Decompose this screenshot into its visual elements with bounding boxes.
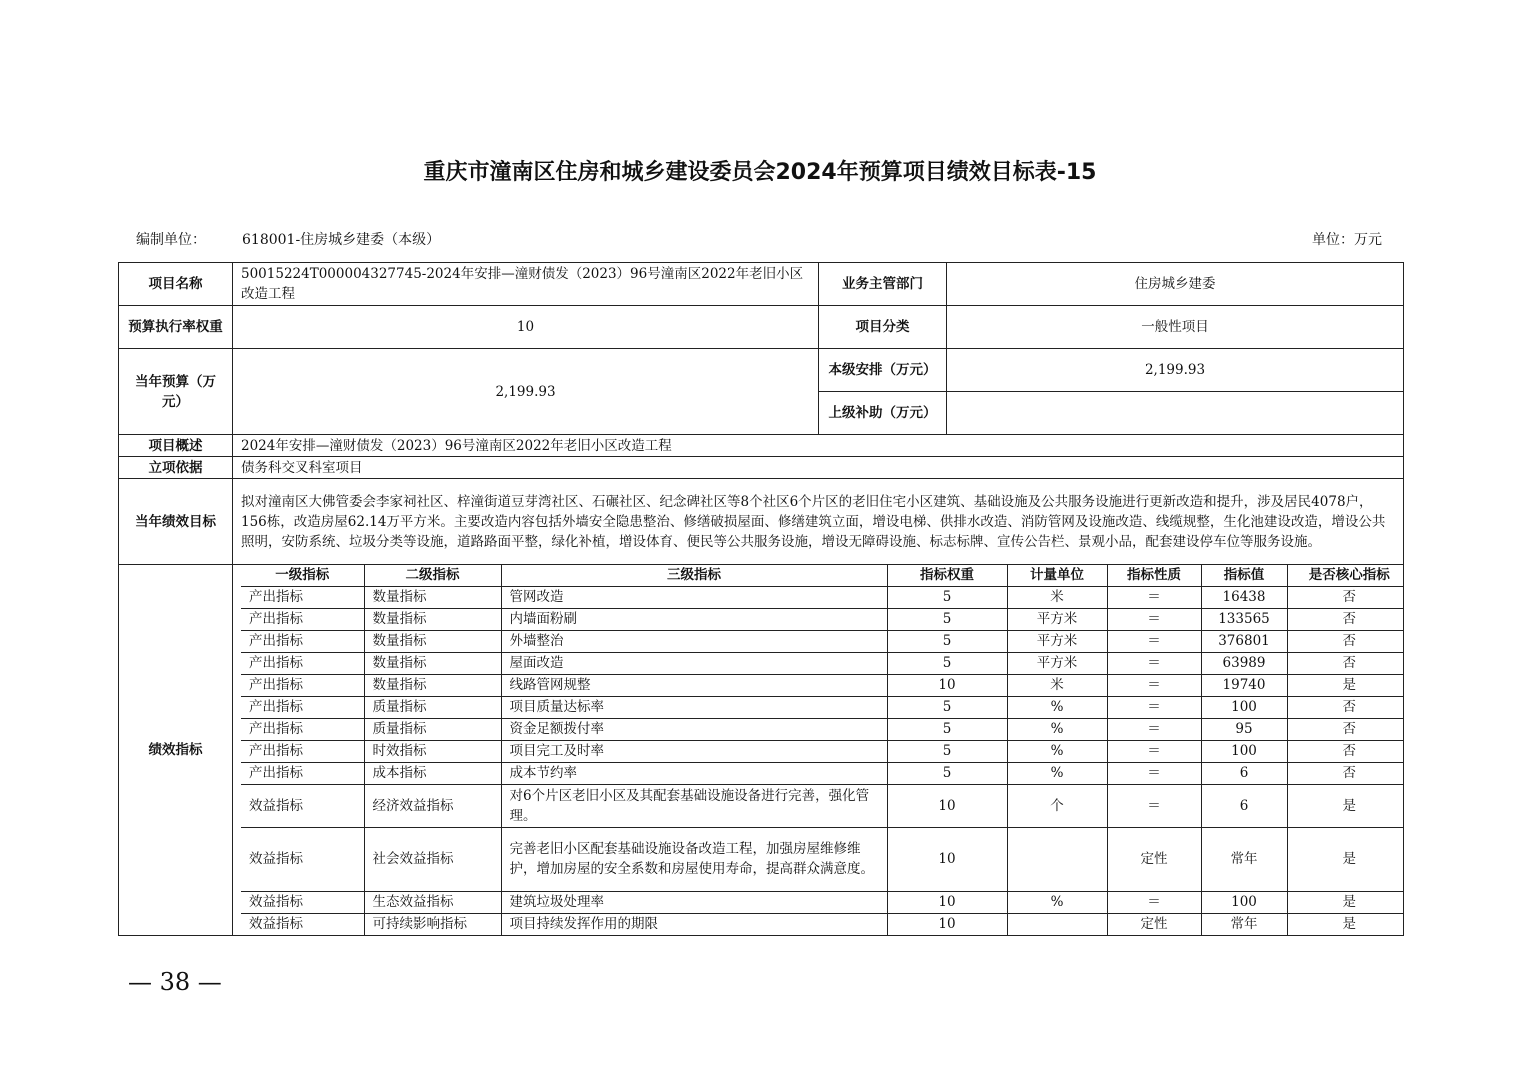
unit-label: 单位：万元	[1312, 232, 1382, 248]
weight-cell: 5	[887, 652, 1007, 674]
weight-cell: 10	[887, 891, 1007, 913]
level1-cell: 产出指标	[241, 630, 364, 652]
indicator-row	[241, 586, 1404, 608]
level1-cell: 产出指标	[241, 674, 364, 696]
core-cell: 是	[1287, 913, 1404, 935]
level2-cell: 时效指标	[364, 740, 501, 762]
level1-cell: 效益指标	[241, 827, 364, 891]
indicator-row	[241, 630, 1404, 652]
core-cell: 是	[1287, 891, 1404, 913]
unit-cell	[1007, 827, 1107, 891]
value-cell: 常年	[1201, 827, 1287, 891]
nature-cell: ＝	[1107, 740, 1201, 762]
unit-cell	[1007, 913, 1107, 935]
nature-cell: ＝	[1107, 891, 1201, 913]
unit-cell: 平方米	[1007, 652, 1107, 674]
unit-cell: %	[1007, 740, 1107, 762]
nature-cell: 定性	[1107, 913, 1201, 935]
indicator-header: 一级指标	[241, 565, 364, 586]
level1-cell: 效益指标	[241, 891, 364, 913]
goal-label: 当年绩效目标	[119, 479, 233, 565]
level3-cell: 建筑垃圾处理率	[501, 891, 887, 913]
project-name-label: 项目名称	[119, 263, 233, 306]
core-cell: 否	[1287, 740, 1404, 762]
unit-cell: %	[1007, 696, 1107, 718]
core-cell: 否	[1287, 586, 1404, 608]
local-value: 2,199.93	[947, 349, 1404, 392]
unit-cell: 平方米	[1007, 630, 1107, 652]
nature-cell: ＝	[1107, 718, 1201, 740]
core-cell: 否	[1287, 608, 1404, 630]
indicator-row	[241, 718, 1404, 740]
indicator-row	[241, 762, 1404, 784]
value-cell: 19740	[1201, 674, 1287, 696]
category-value: 一般性项目	[947, 306, 1404, 349]
goal-value: 拟对潼南区大佛管委会李家祠社区、梓潼街道豆芽湾社区、石碾社区、纪念碑社区等8个社区6个片区的老旧住宅小区建筑、基础设施及公共服务设施进行更新改造和提升，涉及居民4078户，156栋，改造房屋62.14万平方米。主要改造内容包括外墙安全隐患整治、修缮破损屋面、修缮建筑立面，增设电梯、供排水改造、消防管网及设施改造、线缆规整，生化池建设改造，增设公共照明，安防系统、垃圾分类等设施，道路路面平整，绿化补植，增设体育、便民等公共服务设施，增设无障碍设施、标志标牌、宣传公告栏、景观小品，配套建设停车位等服务设施。	[233, 479, 1404, 565]
dept-label: 业务主管部门	[819, 263, 947, 306]
perf-label: 绩效指标	[119, 565, 233, 936]
weight-cell: 10	[887, 913, 1007, 935]
level1-cell: 产出指标	[241, 718, 364, 740]
indicator-row	[241, 784, 1404, 827]
nature-cell: ＝	[1107, 630, 1201, 652]
weight-cell: 5	[887, 762, 1007, 784]
unit-cell: 米	[1007, 674, 1107, 696]
indicator-header: 指标权重	[887, 565, 1007, 586]
core-cell: 否	[1287, 762, 1404, 784]
level3-cell: 项目完工及时率	[501, 740, 887, 762]
level2-cell: 数量指标	[364, 630, 501, 652]
basis-label: 立项依据	[119, 457, 233, 479]
level2-cell: 社会效益指标	[364, 827, 501, 891]
indicator-row	[241, 913, 1404, 935]
indicator-header: 三级指标	[501, 565, 887, 586]
level1-cell: 产出指标	[241, 740, 364, 762]
value-cell: 常年	[1201, 913, 1287, 935]
indicator-row	[241, 608, 1404, 630]
indicator-header: 指标性质	[1107, 565, 1201, 586]
value-cell: 100	[1201, 891, 1287, 913]
weight-cell: 10	[887, 827, 1007, 891]
level3-cell: 线路管网规整	[501, 674, 887, 696]
level2-cell: 可持续影响指标	[364, 913, 501, 935]
performance-table	[118, 262, 1404, 936]
indicator-header: 指标值	[1201, 565, 1287, 586]
level2-cell: 生态效益指标	[364, 891, 501, 913]
upper-label: 上级补助（万元）	[819, 392, 947, 435]
nature-cell: ＝	[1107, 696, 1201, 718]
page-number: — 38 —	[128, 968, 222, 996]
value-cell: 6	[1201, 784, 1287, 827]
unit-cell: %	[1007, 762, 1107, 784]
weight-cell: 5	[887, 586, 1007, 608]
nature-cell: 定性	[1107, 827, 1201, 891]
level3-cell: 项目质量达标率	[501, 696, 887, 718]
nature-cell: ＝	[1107, 674, 1201, 696]
weight-cell: 5	[887, 630, 1007, 652]
level3-cell: 管网改造	[501, 586, 887, 608]
nature-cell: ＝	[1107, 652, 1201, 674]
core-cell: 否	[1287, 630, 1404, 652]
core-cell: 否	[1287, 652, 1404, 674]
core-cell: 否	[1287, 718, 1404, 740]
value-cell: 63989	[1201, 652, 1287, 674]
dept-value: 住房城乡建委	[947, 263, 1404, 306]
core-cell: 是	[1287, 674, 1404, 696]
level1-cell: 产出指标	[241, 696, 364, 718]
indicator-row	[241, 652, 1404, 674]
nature-cell: ＝	[1107, 762, 1201, 784]
org-label: 编制单位：	[136, 232, 206, 248]
level3-cell: 内墙面粉刷	[501, 608, 887, 630]
page-title: 重庆市潼南区住房和城乡建设委员会2024年预算项目绩效目标表-15	[423, 160, 1097, 185]
core-cell: 是	[1287, 784, 1404, 827]
indicator-row	[241, 674, 1404, 696]
level3-cell: 对6个片区老旧小区及其配套基础设施设备进行完善，强化管理。	[501, 784, 887, 827]
level1-cell: 效益指标	[241, 913, 364, 935]
value-cell: 95	[1201, 718, 1287, 740]
level3-cell: 完善老旧小区配套基础设施设备改造工程，加强房屋维修维护，增加房屋的安全系数和房屋使用寿命，提高群众满意度。	[501, 827, 887, 891]
nature-cell: ＝	[1107, 608, 1201, 630]
value-cell: 133565	[1201, 608, 1287, 630]
level3-cell: 项目持续发挥作用的期限	[501, 913, 887, 935]
value-cell: 376801	[1201, 630, 1287, 652]
indicator-header: 是否核心指标	[1287, 565, 1404, 586]
weight-cell: 5	[887, 740, 1007, 762]
level1-cell: 产出指标	[241, 608, 364, 630]
level2-cell: 数量指标	[364, 652, 501, 674]
level1-cell: 产出指标	[241, 586, 364, 608]
weight-cell: 10	[887, 784, 1007, 827]
summary-label: 项目概述	[119, 435, 233, 457]
indicator-header: 计量单位	[1007, 565, 1107, 586]
project-name-value: 50015224T000004327745-2024年安排—潼财债发（2023）96号潼南区2022年老旧小区改造工程	[233, 263, 819, 306]
unit-cell: 个	[1007, 784, 1107, 827]
nature-cell: ＝	[1107, 586, 1201, 608]
category-label: 项目分类	[819, 306, 947, 349]
local-label: 本级安排（万元）	[819, 349, 947, 392]
level1-cell: 产出指标	[241, 762, 364, 784]
level3-cell: 屋面改造	[501, 652, 887, 674]
unit-cell: %	[1007, 718, 1107, 740]
value-cell: 16438	[1201, 586, 1287, 608]
weight-cell: 5	[887, 608, 1007, 630]
level2-cell: 数量指标	[364, 608, 501, 630]
level2-cell: 经济效益指标	[364, 784, 501, 827]
rate-label: 预算执行率权重	[119, 306, 233, 349]
level1-cell: 效益指标	[241, 784, 364, 827]
rate-value: 10	[233, 306, 819, 349]
indicator-row	[241, 891, 1404, 913]
level3-cell: 成本节约率	[501, 762, 887, 784]
budget-label: 当年预算（万元）	[119, 349, 233, 435]
budget-value: 2,199.93	[233, 349, 819, 435]
core-cell: 是	[1287, 827, 1404, 891]
unit-cell: 平方米	[1007, 608, 1107, 630]
core-cell: 否	[1287, 696, 1404, 718]
level2-cell: 质量指标	[364, 696, 501, 718]
nature-cell: ＝	[1107, 784, 1201, 827]
indicator-row	[241, 827, 1404, 891]
value-cell: 6	[1201, 762, 1287, 784]
level2-cell: 数量指标	[364, 586, 501, 608]
weight-cell: 5	[887, 718, 1007, 740]
indicator-row	[241, 696, 1404, 718]
value-cell: 100	[1201, 740, 1287, 762]
level2-cell: 数量指标	[364, 674, 501, 696]
level3-cell: 外墙整治	[501, 630, 887, 652]
indicator-row	[241, 740, 1404, 762]
level3-cell: 资金足额拨付率	[501, 718, 887, 740]
indicator-cell	[233, 565, 1404, 936]
summary-value: 2024年安排—潼财债发（2023）96号潼南区2022年老旧小区改造工程	[233, 435, 1404, 457]
basis-value: 债务科交叉科室项目	[233, 457, 1404, 479]
unit-cell: 米	[1007, 586, 1107, 608]
indicator-table	[241, 565, 1404, 935]
unit-cell: %	[1007, 891, 1107, 913]
value-cell: 100	[1201, 696, 1287, 718]
level2-cell: 成本指标	[364, 762, 501, 784]
upper-value	[947, 392, 1404, 435]
weight-cell: 5	[887, 696, 1007, 718]
weight-cell: 10	[887, 674, 1007, 696]
level2-cell: 质量指标	[364, 718, 501, 740]
org-value: 618001-住房城乡建委（本级）	[242, 232, 441, 248]
indicator-header: 二级指标	[364, 565, 501, 586]
level1-cell: 产出指标	[241, 652, 364, 674]
